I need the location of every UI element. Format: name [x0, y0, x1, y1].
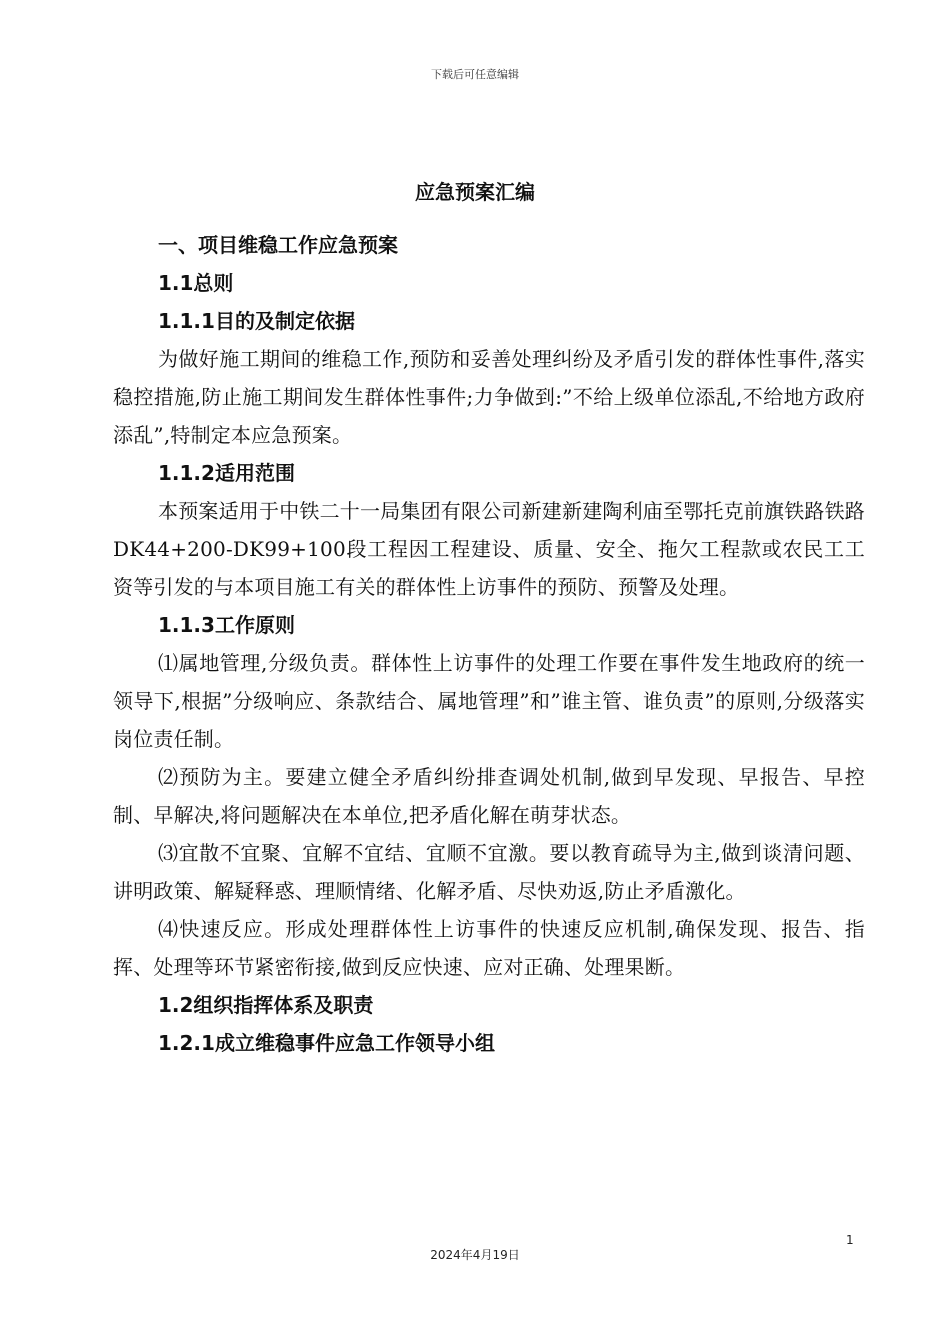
- page-footer-date: 2024年4月19日: [430, 1248, 520, 1262]
- section-heading: 1.2组织指挥体系及职责: [158, 993, 374, 1017]
- section-heading: 1.1总则: [158, 271, 234, 295]
- section-heading: 1.1.2适用范围: [158, 461, 295, 485]
- section-heading: 1.1.3工作原则: [158, 613, 295, 637]
- page-header: 下载后可任意编辑: [431, 68, 519, 81]
- document-title: 应急预案汇编: [415, 180, 535, 204]
- page-number: 1: [846, 1233, 854, 1247]
- body-paragraph: 为做好施工期间的维稳工作,预防和妥善处理纠纷及矛盾引发的群体性事件,落实稳控措施,防止施工期间发生群体性事件;力争做到:”不给上级单位添乱,不给地方政府添乱”,特制定本应急预案。: [113, 347, 865, 447]
- section-heading: 1.1.1目的及制定依据: [158, 309, 355, 333]
- section-heading: 一、项目维稳工作应急预案: [158, 233, 398, 257]
- section-heading: 1.2.1成立维稳事件应急工作领导小组: [158, 1031, 495, 1055]
- body-paragraph: ⑵预防为主。要建立健全矛盾纠纷排查调处机制,做到早发现、早报告、早控制、早解决,将问题解决在本单位,把矛盾化解在萌芽状态。: [113, 765, 865, 827]
- body-paragraph: 本预案适用于中铁二十一局集团有限公司新建新建陶利庙至鄂托克前旗铁路铁路DK44+200-DK99+100段工程因工程建设、质量、安全、拖欠工程款或农民工工资等引发的与本项目施工有关的群体性上访事件的预防、预警及处理。: [113, 499, 865, 599]
- body-paragraph: ⑶宜散不宜聚、宜解不宜结、宜顺不宜激。要以教育疏导为主,做到谈清问题、讲明政策、解疑释惑、理顺情绪、化解矛盾、尽快劝返,防止矛盾激化。: [113, 841, 865, 903]
- body-paragraph: ⑷快速反应。形成处理群体性上访事件的快速反应机制,确保发现、报告、指挥、处理等环节紧密衔接,做到反应快速、应对正确、处理果断。: [113, 917, 865, 979]
- document-body: [113, 226, 865, 1062]
- body-paragraph: ⑴属地管理,分级负责。群体性上访事件的处理工作要在事件发生地政府的统一领导下,根据”分级响应、条款结合、属地管理”和”谁主管、谁负责”的原则,分级落实岗位责任制。: [113, 651, 865, 751]
